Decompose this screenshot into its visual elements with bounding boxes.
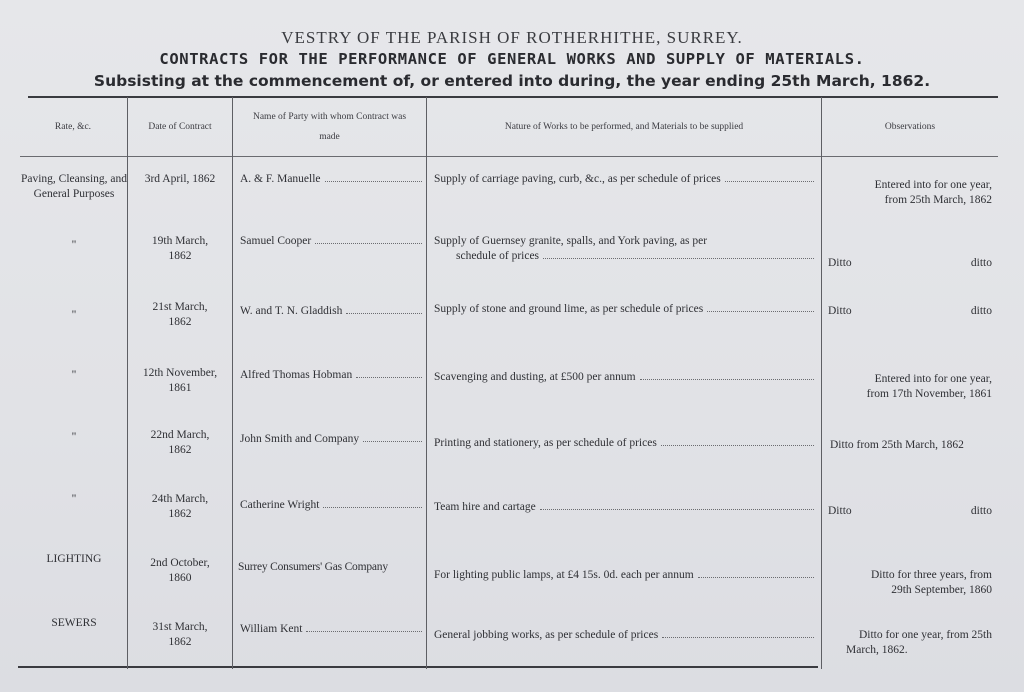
observation-ditto: Ditto (828, 305, 852, 317)
header-nature: Nature of Works to be performed, and Materials to be supplied (504, 122, 744, 132)
rate-cell: " (71, 493, 77, 505)
document-subtitle: CONTRACTS FOR THE PERFORMANCE OF GENERAL WORKS AND SUPPLY OF MATERIALS. (159, 50, 865, 68)
observation-line: Entered into for one year, (874, 179, 992, 191)
rate-cell: " (71, 239, 77, 251)
header-rule (20, 156, 998, 157)
leader-dots (640, 379, 814, 380)
party-cell (240, 234, 424, 249)
party-name: Catherine Wright (240, 499, 320, 511)
header-party: Name of Party with whom Contract was made (252, 112, 407, 142)
header-rate: Rate, &c. (54, 122, 92, 132)
party-cell (240, 172, 424, 187)
nature-cell (434, 568, 816, 583)
observation-line: Ditto from 25th March, 1862 (830, 439, 964, 451)
observation-line: Entered into for one year, (874, 373, 992, 385)
rate-cell: " (71, 431, 77, 443)
nature-text: Supply of Guernsey granite, spalls, and York paving, as per (434, 235, 708, 247)
observation-ditto: Ditto (828, 257, 852, 269)
observations-cell (828, 504, 1024, 519)
observation-line: 29th September, 1860 (891, 584, 992, 596)
observation-line: Ditto for one year, from 25th (858, 629, 992, 641)
date-cell: 2nd October, 1860 (150, 557, 210, 584)
date-cell: 24th March, 1862 (151, 493, 209, 520)
table-top-rule (28, 96, 998, 98)
document-period: Subsisting at the commencement of, or entered into during, the year ending 25th March, 1862. (93, 72, 931, 90)
nature-cell (434, 302, 816, 317)
leader-dots (356, 377, 422, 378)
rate-cell: Paving, Cleansing, and General Purposes (20, 173, 128, 200)
nature-text: Scavenging and dusting, at £500 per annum (434, 371, 636, 383)
leader-dots (543, 258, 814, 259)
party-name: Samuel Cooper (240, 235, 312, 247)
rate-cell: " (71, 309, 77, 321)
nature-text: For lighting public lamps, at £4 15s. 0d. each per annum (434, 569, 694, 581)
nature-text: General jobbing works, as per schedule of prices (434, 629, 659, 641)
observations-cell (828, 628, 998, 658)
nature-cell (434, 436, 816, 451)
leader-dots (323, 507, 422, 508)
date-cell: 12th November, 1861 (142, 367, 218, 394)
bleed-through-text (250, 680, 690, 692)
header-observations: Observations (884, 122, 936, 132)
party-cell (240, 304, 424, 319)
leader-dots (707, 311, 814, 312)
party-cell (240, 498, 424, 513)
nature-text: Team hire and cartage (434, 501, 536, 513)
nature-cell (434, 172, 816, 187)
nature-text: Printing and stationery, as per schedule of prices (434, 437, 657, 449)
leader-dots (698, 577, 814, 578)
date-cell: 3rd April, 1862 (144, 173, 216, 185)
party-name: Alfred Thomas Hobman (240, 369, 353, 381)
observations-cell (828, 372, 998, 402)
header-date: Date of Contract (148, 122, 212, 132)
document-title: VESTRY OF THE PARISH OF ROTHERHITHE, SURREY. (281, 28, 743, 47)
observation-line: Ditto for three years, from (870, 569, 992, 581)
date-cell: 19th March, 1862 (151, 235, 209, 262)
leader-dots (363, 441, 422, 442)
rate-cell: LIGHTING (46, 553, 102, 565)
observations-cell (828, 178, 998, 208)
observations-cell (828, 568, 998, 598)
column-divider (232, 97, 233, 669)
nature-cell (434, 370, 816, 385)
party-cell (240, 432, 424, 447)
leader-dots (661, 445, 814, 446)
party-name: A. & F. Manuelle (240, 173, 321, 185)
rate-cell: " (71, 369, 77, 381)
party-name: John Smith and Company (240, 433, 360, 445)
observations-cell (828, 438, 998, 453)
observation-line: March, 1862. (846, 644, 908, 656)
nature-text: Supply of carriage paving, curb, &c., as per schedule of prices (434, 173, 721, 185)
nature-cell (434, 234, 816, 264)
observation-ditto: ditto (970, 305, 992, 317)
party-cell (240, 622, 424, 637)
nature-text: schedule of prices (456, 250, 540, 262)
leader-dots (540, 509, 814, 510)
nature-cell (434, 628, 816, 643)
leader-dots (306, 631, 422, 632)
leader-dots (346, 313, 422, 314)
column-divider (426, 97, 427, 669)
rate-cell: SEWERS (51, 617, 97, 629)
observation-ditto: Ditto (828, 505, 852, 517)
observation-ditto: ditto (970, 257, 992, 269)
leader-dots (315, 243, 422, 244)
leader-dots (662, 637, 814, 638)
table-bottom-rule (18, 666, 818, 668)
nature-cell (434, 500, 816, 515)
nature-text: Supply of stone and ground lime, as per schedule of prices (434, 303, 704, 315)
date-cell: 21st March, 1862 (152, 301, 208, 328)
date-cell: 22nd March, 1862 (150, 429, 210, 456)
nature-continuation (434, 249, 816, 264)
party-cell: Surrey Consumers' Gas Company (238, 561, 388, 573)
leader-dots (325, 181, 422, 182)
observations-cell (828, 304, 1024, 319)
column-divider (821, 97, 822, 669)
party-name: W. and T. N. Gladdish (240, 305, 343, 317)
date-cell: 31st March, 1862 (152, 621, 208, 648)
party-cell (240, 368, 424, 383)
observation-line: from 17th November, 1861 (866, 388, 992, 400)
party-name: William Kent (240, 623, 303, 635)
observations-cell (828, 256, 1024, 271)
observation-line: from 25th March, 1862 (884, 194, 992, 206)
observation-ditto: ditto (970, 505, 992, 517)
leader-dots (725, 181, 814, 182)
